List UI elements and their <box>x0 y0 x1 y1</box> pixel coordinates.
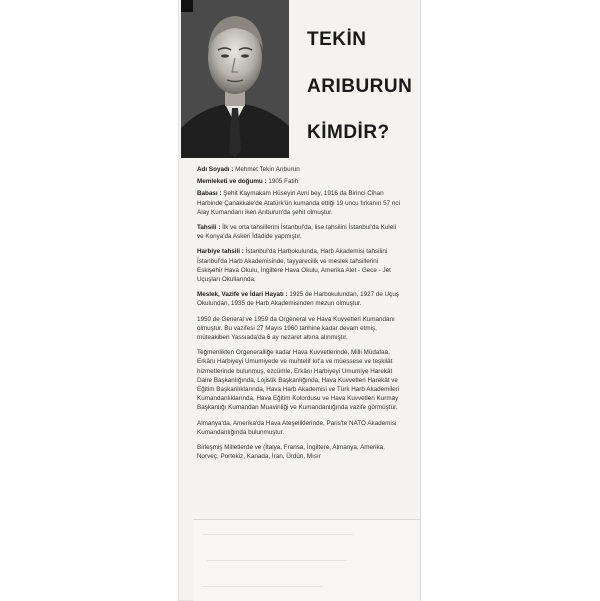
bio-paragraph-un: Birleşmiş Milletlerde ve (İtalya, Fransa, İngiltere, Almanya, Amerika, Norveç, Portekiz, Kanada, İran, Ürdün, Mısır <box>197 444 385 461</box>
portrait-photo <box>181 0 289 158</box>
bio-father: Babası : Şehit Kaymakam Hüseyin Avni bey, 1916 da Birinci Cihan Harbinde Çanakkale'de Atatürk'ün kumanda ettiği 19 uncu fırkanın 57 nci Alay Kumandanı iken Arıburun'da şehit olmuştur. <box>197 190 400 216</box>
bio-paragraph-duties: Teğmenlikten Orgeneralliğe kadar Hava Kuvvetlerinde, Milli Müdafaa, Erkânı Harbiyeyi Umumiyede ve muhtelif kıt'a ve müessese ve teşkilât hizmetlerinde bulunmuş, ezcümle, Erkânı Harbiyeyi Umumiye Harekât Daire Başkanlığında, Lojistik Başkanlığında, Hava Kuvvetleri Harekât ve Eğitim Başkanlıklarında, Hava Harb Akademisi ve Türk Harb Akademileri Kumandanlıklarında, Hava Eğitim Kolordusu ve Hava Kuvvetleri Kurmay Başkanlığı Kumandan Muavinliği ve Kumandanlığında vazife görmüştür. <box>197 349 400 412</box>
bio-career: Meslek, Vazife ve İdari Hayatı : 1925 de Harbokulundan, 1927 de Uçuş Okulundan, 1935 de Harb Akademisinden mezun olmuştur. <box>197 291 399 308</box>
headline-line-1: TEKİN <box>307 29 367 50</box>
headline-line-3: KİMDİR? <box>307 122 390 143</box>
biography-text <box>197 165 403 467</box>
bio-paragraph-abroad: Almanya'da, Amerika'da Hava Ateşeliklerinde, Paris'te NATO Akademisi Kumandanlığında bulunmuştur. <box>197 419 397 436</box>
page-edge <box>420 0 421 600</box>
headline-line-2: ARIBURUN <box>307 76 413 97</box>
bio-military-education: Harbiye tahsili : İstanbul'da Harbokulunda, Harb Akademisi tahsilini İstanbul'da Harb Akademisinde, tayyarecilik ve meslek tahsillerini Eskişehir Hava Okulu, İngiltere Hava Okulu, Amerika Alet - Gece - Jet Uçuşları Okullarında. <box>197 248 391 284</box>
bio-education: Tahsili : İlk ve orta tahsillerini İstanbul'da, lise tahsilini İstanbul'da Kuleli ve Konya'da Askeri İdadide yapmıştır. <box>197 224 396 241</box>
bio-paragraph-1950: 1950 de General ve 1959 da Orgeneral ve Hava Kuvvetleri Kumandanı olmuştur. Bu vazifesi 27 Mayıs 1960 tarihine kadar devam etmiş, müteakiben Yassıada'da 6 ay nezaret altına alınmıştır. <box>197 315 395 342</box>
bio-birth: Memleketi ve doğumu : 1905 Fatih <box>197 178 299 186</box>
overlay-sheet <box>193 519 420 601</box>
corner-mark <box>181 0 193 12</box>
bio-name: Adı Soyadı : Mehmet Tekin Arıburun <box>197 166 300 173</box>
